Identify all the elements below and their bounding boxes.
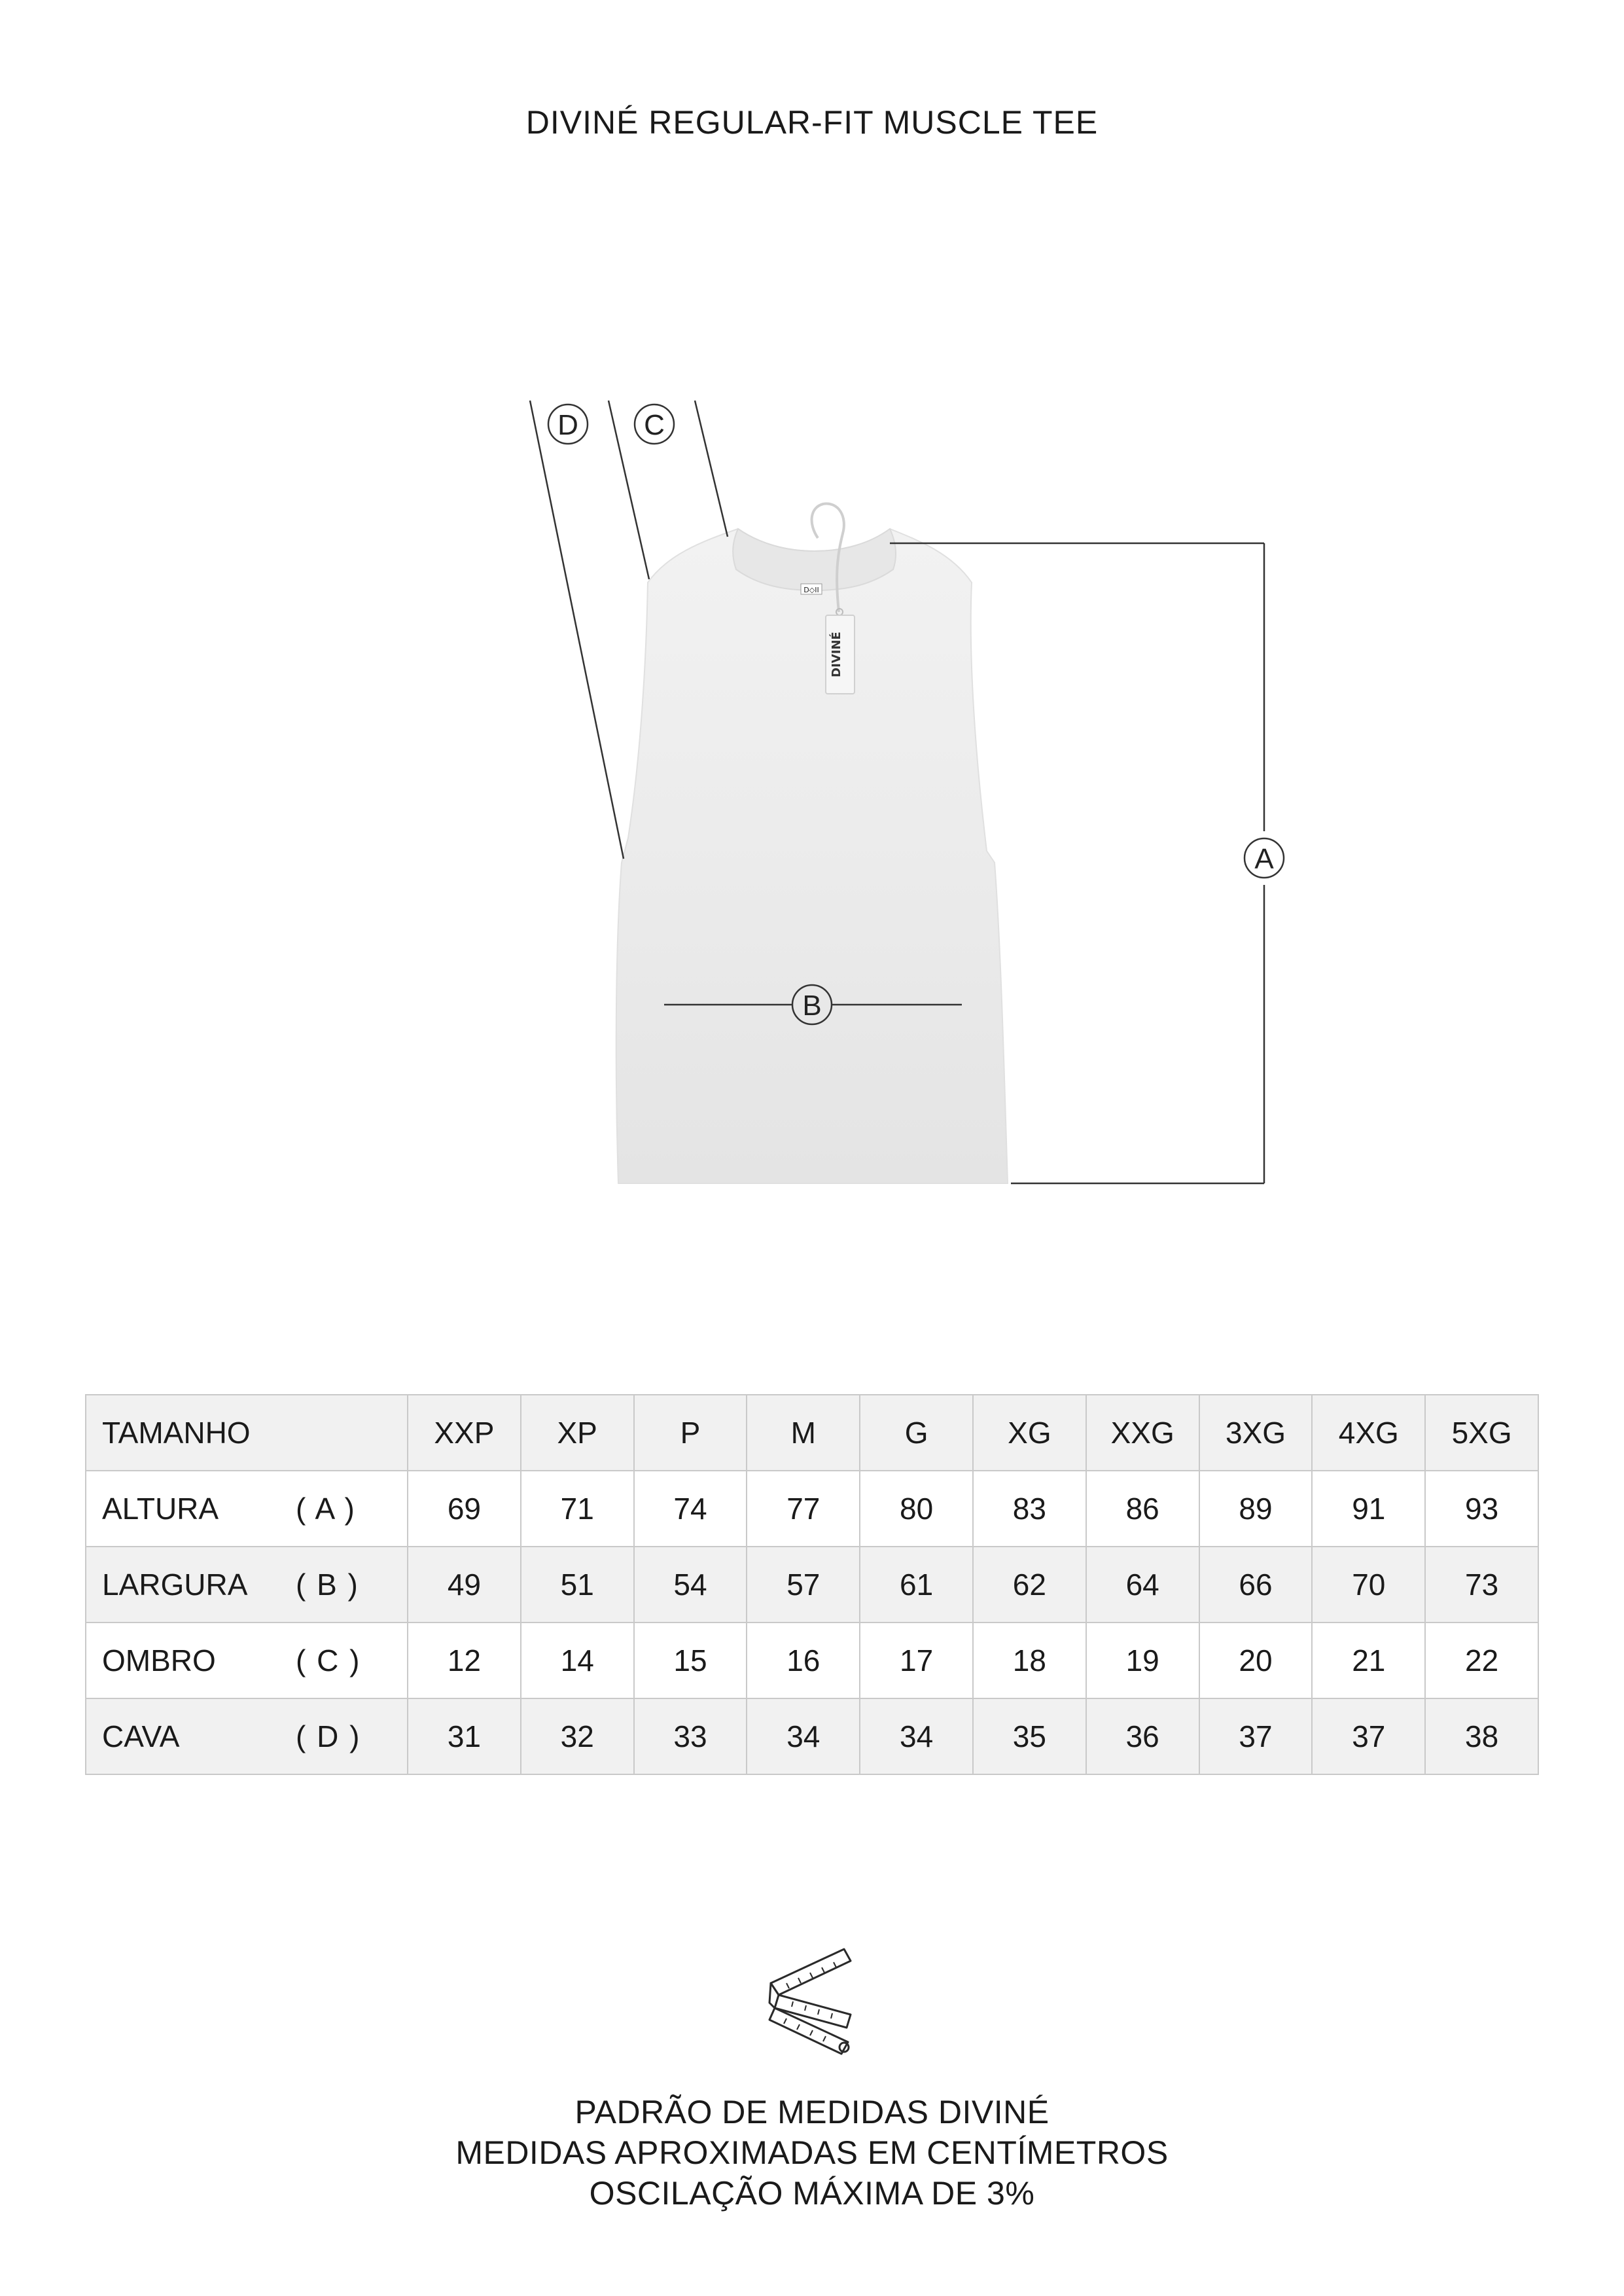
value-cell: 86 [1086, 1471, 1199, 1547]
value-cell: 70 [1312, 1547, 1425, 1623]
value-cell: 77 [747, 1471, 860, 1547]
measuring-tape-icon [767, 1937, 858, 2068]
table-header-row [86, 1395, 1538, 1471]
value-cell: 62 [973, 1547, 1086, 1623]
hang-tag-text: DIVINÉ [830, 632, 843, 677]
value-cell: 18 [973, 1623, 1086, 1698]
value-cell: 14 [521, 1623, 634, 1698]
value-cell: 93 [1425, 1471, 1538, 1547]
value-cell: 89 [1199, 1471, 1313, 1547]
size-cell: XP [521, 1395, 634, 1471]
marker-a: A [1254, 843, 1274, 875]
row-code: ( A ) [296, 1492, 356, 1526]
marker-c: C [644, 409, 665, 441]
size-header-cell [86, 1395, 408, 1471]
value-cell: 19 [1086, 1623, 1199, 1698]
value-cell: 31 [408, 1698, 521, 1774]
value-cell: 37 [1312, 1698, 1425, 1774]
marker-d: D [557, 409, 578, 441]
value-cell: 83 [973, 1471, 1086, 1547]
value-cell: 15 [634, 1623, 747, 1698]
row-name: LARGURA [102, 1568, 248, 1602]
row-label-cell [86, 1698, 408, 1774]
value-cell: 74 [634, 1471, 747, 1547]
value-cell: 16 [747, 1623, 860, 1698]
size-chart-table [85, 1394, 1539, 1775]
value-cell: 54 [634, 1547, 747, 1623]
size-cell: 3XG [1199, 1395, 1313, 1471]
table-row [86, 1698, 1538, 1774]
row-name: OMBRO [102, 1643, 216, 1677]
row-name: ALTURA [102, 1492, 219, 1526]
value-cell: 36 [1086, 1698, 1199, 1774]
row-label-cell [86, 1471, 408, 1547]
value-cell: 69 [408, 1471, 521, 1547]
size-cell: 4XG [1312, 1395, 1425, 1471]
value-cell: 20 [1199, 1623, 1313, 1698]
muscle-tee-shape [616, 529, 1008, 1183]
size-cell: M [747, 1395, 860, 1471]
value-cell: 51 [521, 1547, 634, 1623]
value-cell: 34 [747, 1698, 860, 1774]
value-cell: 37 [1199, 1698, 1313, 1774]
row-name: CAVA [102, 1719, 180, 1753]
neck-label-text: D◇II [803, 586, 819, 594]
value-cell: 61 [860, 1547, 973, 1623]
value-cell: 57 [747, 1547, 860, 1623]
value-cell: 64 [1086, 1547, 1199, 1623]
value-cell: 38 [1425, 1698, 1538, 1774]
size-cell: XXP [408, 1395, 521, 1471]
collar [733, 529, 896, 590]
row-code: ( B ) [296, 1568, 359, 1602]
value-cell: 66 [1199, 1547, 1313, 1623]
marker-b: B [802, 990, 822, 1022]
footer-line-brand: PADRÃO DE MEDIDAS DIVINÉ [574, 2094, 1050, 2130]
size-cell: G [860, 1395, 973, 1471]
measure-d-armhole [530, 401, 624, 859]
row-code: ( D ) [296, 1719, 361, 1753]
value-cell: 71 [521, 1471, 634, 1547]
table-row [86, 1547, 1538, 1623]
table-row [86, 1471, 1538, 1547]
value-cell: 80 [860, 1471, 973, 1547]
row-label-cell [86, 1623, 408, 1698]
table-row [86, 1623, 1538, 1698]
page-title: DIVINÉ REGULAR-FIT MUSCLE TEE [525, 104, 1099, 141]
footer-line-tolerance: OSCILAÇÃO MÁXIMA DE 3% [589, 2175, 1035, 2212]
value-cell: 21 [1312, 1623, 1425, 1698]
size-cell: XG [973, 1395, 1086, 1471]
value-cell: 12 [408, 1623, 521, 1698]
row-label-cell [86, 1547, 408, 1623]
footer-notes [0, 2092, 1624, 2214]
value-cell: 22 [1425, 1623, 1538, 1698]
size-cell: XXG [1086, 1395, 1199, 1471]
value-cell: 91 [1312, 1471, 1425, 1547]
value-cell: 32 [521, 1698, 634, 1774]
value-cell: 73 [1425, 1547, 1538, 1623]
value-cell: 35 [973, 1698, 1086, 1774]
footer-line-units: MEDIDAS APROXIMADAS EM CENTÍMETROS [455, 2134, 1169, 2171]
value-cell: 49 [408, 1547, 521, 1623]
size-cell: 5XG [1425, 1395, 1538, 1471]
size-cell: P [634, 1395, 747, 1471]
row-code: ( C ) [296, 1643, 361, 1677]
size-header-label: TAMANHO [102, 1416, 251, 1450]
value-cell: 34 [860, 1698, 973, 1774]
value-cell: 33 [634, 1698, 747, 1774]
value-cell: 17 [860, 1623, 973, 1698]
